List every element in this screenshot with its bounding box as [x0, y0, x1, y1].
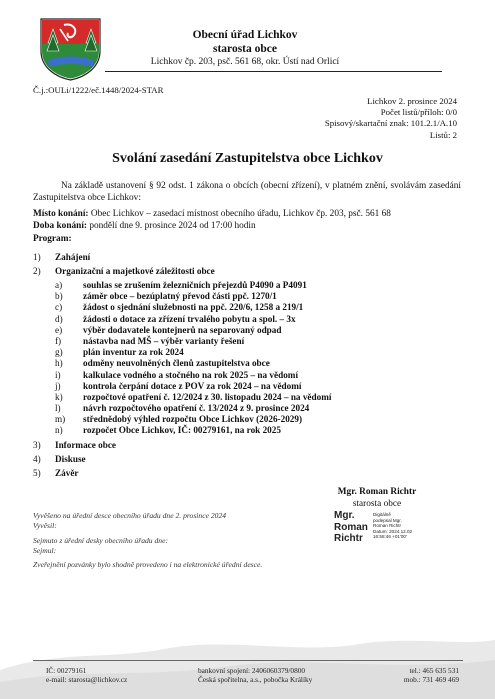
handwritten-signature — [334, 510, 368, 545]
meta-date: Lichkov 2. prosince 2024 — [367, 96, 457, 106]
note-posted-by: Vyvěsil: — [33, 521, 57, 530]
footer-bank-account: bankovní spojení: 2406060379/0800 — [198, 666, 306, 675]
program-subitem — [33, 358, 473, 369]
meeting-place-value: Obec Lichkov – zasedací místnost obecního úřadu, Lichkov čp. 203, psč. 561 68 — [88, 209, 391, 219]
program-subitem-text: kalkulace vodného a stočného na rok 2025 – na vědomí — [83, 369, 298, 380]
program-subitem — [33, 325, 473, 336]
footer-ic: IČ: 00279161 — [46, 666, 87, 675]
meeting-place — [33, 209, 391, 219]
signatory-role: starosta obce — [352, 499, 402, 509]
program-item-label: Zahájení — [55, 252, 91, 262]
program-subitem-letter: f) — [55, 335, 62, 346]
note-removed-by: Sejmul: — [33, 546, 57, 555]
meta-file-mark: Spisový/skartační znak: 101.2.1/A.10 — [324, 118, 457, 129]
intro-text: Na základě ustanovení § 92 odst. 1 zákona o obcích (obecní zřízení), v platném znění, svolávám zasedání Zastupitelstva obce Lichkov: — [33, 181, 461, 204]
program-item-number: 2) — [33, 266, 41, 276]
office-address: Lichkov čp. 203, psč. 561 68, okr. Ústí nad Orlicí — [150, 57, 340, 67]
program-subitem-letter: g) — [55, 347, 63, 358]
program-subitem-text: žádosti o dotace za zřízení trvalého pobytu a spol. – 3x — [83, 313, 296, 324]
program-item — [33, 468, 473, 482]
program-subitem — [33, 280, 473, 291]
program-subitem-text: souhlas se zrušením železničních přejezdů P4090 a P4091 — [83, 280, 307, 290]
program-subitem-letter: l) — [55, 403, 61, 414]
footer-phone: tel.: 465 635 531 — [409, 666, 459, 675]
header-divider — [105, 71, 442, 72]
note-removed: Sejmuto z úřední desky obecního úřadu dne: — [33, 536, 168, 545]
program-list — [33, 252, 473, 482]
program-subitem — [33, 336, 473, 347]
program-subitem-text: výběr dodavatele kontejnerů na separovaný odpad — [83, 324, 282, 335]
digital-stamp-line: Digitálně — [373, 512, 391, 517]
program-subitem — [33, 403, 473, 414]
meeting-time-label: Doba konání: — [33, 221, 87, 231]
program-item-label: Organizační a majetkové záležitosti obce — [55, 266, 215, 276]
program-subitem-text: střednědobý výhled rozpočtu Obce Lichkov (2026-2029) — [83, 414, 303, 425]
digital-stamp-line: 16:58:46 +01'00' — [373, 534, 407, 540]
program-item-label: Diskuse — [55, 453, 86, 464]
program-subitem — [33, 314, 473, 325]
office-name: Obecní úřad Lichkov — [192, 29, 298, 41]
meta-pages: Počet listů/příloh: 0/0 — [380, 107, 457, 118]
office-role: starosta obce — [213, 43, 277, 55]
program-item — [33, 252, 473, 266]
program-item-label: Informace obce — [55, 439, 116, 450]
program-item-label: Závěr — [55, 467, 79, 478]
program-subitem-letter: m) — [55, 414, 66, 425]
meeting-time — [33, 221, 256, 231]
document-meta — [325, 96, 457, 141]
program-item-number: 4) — [33, 453, 41, 464]
program-subitem-letter: k) — [55, 391, 63, 402]
meta-sheets: Listů: 2 — [429, 129, 457, 140]
document-title: Svolání zasedání Zastupitelstva obce Lichkov — [112, 151, 383, 166]
program-subitem — [33, 347, 473, 358]
footer-divider — [33, 660, 463, 661]
digital-stamp-line: podepsal Mgr. — [373, 517, 402, 523]
program-subitem-text: návrh rozpočtového opatření č. 13/2024 z 9. prosince 2024 — [83, 403, 310, 414]
program-subitem — [33, 425, 473, 436]
footer-bank — [198, 666, 312, 685]
program-subitem-text: kontrola čerpání dotace z POV za rok 2024 – na vědomí — [83, 380, 302, 391]
municipal-crest-logo — [38, 17, 103, 81]
signature-line: Roman — [334, 521, 368, 533]
footer-contact — [46, 666, 127, 685]
program-subitem — [33, 291, 473, 302]
program-subitem-letter: c) — [55, 302, 63, 313]
footer-bank-name: Česká spořitelna, a.s., pobočka Králíky — [198, 675, 313, 685]
program-subitem-text: rozpočtové opatření č. 12/2024 z 30. listopadu 2024 – na vědomí — [83, 391, 332, 402]
reference-number: Č.j.:OULi/1222/eč.1448/2024-STAR — [33, 85, 164, 95]
note-published: Zveřejnění pozvánky bylo shodně provedeno i na elektronické úřední desce. — [33, 560, 263, 569]
program-subitem-letter: b) — [55, 291, 63, 302]
program-item — [33, 440, 473, 454]
meeting-place-label: Místo konání: — [33, 209, 89, 219]
program-subitem-text: žádost o sjednání služebnosti na ppč. 220/6, 1258 a 219/1 — [83, 302, 304, 313]
program-subitem — [33, 414, 473, 425]
program-subitem — [33, 370, 473, 381]
note-posted: Vyvěšeno na úřední desce obecního úřadu dne 2. prosince 2024 — [33, 511, 227, 520]
program-item — [33, 454, 473, 468]
program-subitem-text: rozpočet Obce Lichkov, IČ: 00279161, na rok 2025 — [83, 425, 281, 436]
signatory-name: Mgr. Roman Richtr — [337, 487, 417, 497]
program-subitem-letter: e) — [55, 324, 63, 335]
footer-mobile: mob.: 731 469 469 — [403, 675, 459, 685]
program-subitem — [33, 381, 473, 392]
meeting-time-value: pondělí dne 9. prosince 2024 od 17:00 hodin — [87, 221, 256, 231]
program-subitem-letter: d) — [55, 313, 63, 324]
program-subitem-text: záměr obce – bezúplatný převod části ppč. 1270/1 — [83, 291, 277, 302]
digital-stamp-line: Roman Richtr — [373, 523, 402, 529]
program-subitem-letter: i) — [55, 369, 61, 380]
program-subitem-letter: h) — [55, 358, 63, 369]
program-subitem — [33, 302, 473, 313]
footer-email[interactable]: e-mail: starosta@lichkov.cz — [46, 675, 128, 685]
program-heading: Program: — [33, 234, 72, 244]
intro-paragraph — [33, 180, 461, 205]
program-item — [33, 266, 473, 280]
footer-phones — [404, 666, 459, 685]
program-subitem — [33, 392, 473, 403]
signature-line: Richtr — [334, 533, 363, 544]
program-item-number: 5) — [33, 467, 41, 478]
program-subitem-text: plán inventur za rok 2024 — [83, 347, 184, 358]
signature-line: Mgr. — [334, 510, 355, 521]
program-item-number: 3) — [33, 439, 41, 450]
digital-stamp-line: Datum: 2024.12.02 — [373, 528, 413, 534]
program-subitem-text: nástavba nad MŠ – výběr varianty řešení — [83, 335, 245, 346]
program-subitem-letter: a) — [55, 280, 63, 290]
program-subitem-letter: j) — [55, 380, 61, 391]
program-subitem-text: odměny neuvolněných členů zastupitelstva obce — [83, 358, 270, 369]
program-item-number: 1) — [33, 252, 41, 262]
program-subitem-letter: n) — [55, 425, 63, 436]
digital-signature-stamp — [373, 512, 412, 540]
